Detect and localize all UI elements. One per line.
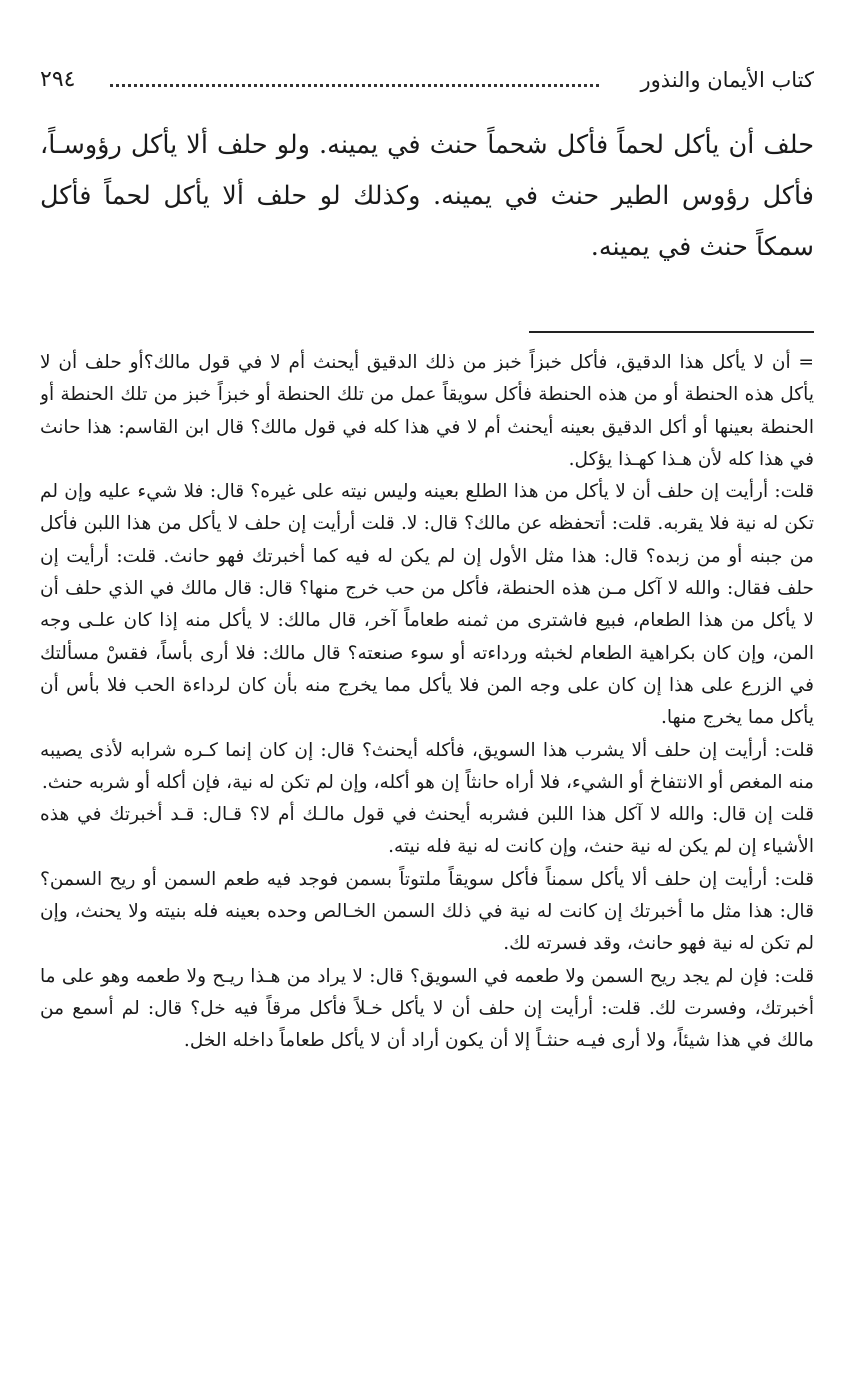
main-text: حلف أن يأكل لحماً فأكل شحماً حنث في يمينه. ولو حلف ألا يأكل رؤوسـاً، فأكل رؤوس الطير حنث في يمينه. وكذلك لو حلف ألا يأكل لحماً فأكل سمكاً حنث في يمينه. (40, 130, 814, 262)
footnote-paragraph: = أن لا يأكل هذا الدقيق، فأكل خبزاً خبز من ذلك الدقيق أيحنث أم لا في قول مالك؟أو حلف أن لا يأكل هذه الحنطة أو من هذه الحنطة فأكل سويقاً عمل من تلك الحنطة أو خبزاً خبز من تلك الحنطة أو الحنطة بعينها أو أكل الدقيق بعينه أيحنث أم لا في هذا كله في قول مالك؟ قال ابن القاسم: هذا حانث في هذا كله لأن هـذا كهـذا يؤكل. (40, 352, 814, 470)
running-head (40, 62, 814, 102)
footnote-paragraph: قلت إن قال: والله لا آكل هذا اللبن فشربه أيحنث في قول مالـك أم لا؟ قـال: قـد أخبرتك في هذه الأشياء إن لم يكن له نية حنث، وإن كانت له نية فله نيته. (40, 804, 814, 858)
footnote-paragraph: قلت: أرأيت إن حلف أن لا يأكل من هذا الطلع بعينه وليس نيته على غيره؟ قال: فلا شيء عليه وإن لم تكن له نية فلا يقربه. قلت: أتحفظه عن مالك؟ قال: لا. قلت أرأيت إن حلف لا يأكل من هذا اللبن فأكل من جبنه أو من زبده؟ قال: هذا مثل الأول إن لم يكن له فيه كما أخبرتك فهو حانث. قلت: أرأيت إن حلف فقال: والله لا آكل مـن هذه الحنطة، فأكل من حب خرج منها؟ قال: قال مالك في الذي حلف أن لا يأكل من هذا الطعام، فبيع فاشترى من ثمنه طعاماً آخر، قال مالك: لا يأكل منه إذا كان علـى وجه المن، وإن كان بكراهية الطعام لخبثه ورداءته أو سوء صنعته؟ قال مالك: فلا أرى بأساً، فقسْ مسألتك في الزرع على هذا إن كان على وجه المن فلا يأكل مما يخرج منه بأن كان لرداءة الحب فلا بأس أن يأكل مما يخرج منها. (40, 481, 814, 729)
footnote-paragraph: قلت: أرأيت إن حلف ألا يأكل سمناً فأكل سويقاً ملتوتاً بسمن فوجد فيه طعم السمن أو ريح السمن؟ قال: هذا مثل ما أخبرتك إن كانت له نية في ذلك السمن الخـالص وحده بعينه فله بنيته ولا يحنث، وإن لم تكن له نية فهو حانث، وقد فسرته لك. (40, 868, 814, 955)
book-title: كتاب الأيمان والنذور (640, 68, 814, 92)
page-number: ٢٩٤ (40, 67, 76, 92)
footnote-paragraph: قلت: فإن لم يجد ريح السمن ولا طعمه في السويق؟ قال: لا يراد من هـذا ريـح ولا طعمه وهو على ما أخبرتك، وفسرت لك. قلت: أرأيت إن حلف أن لا يأكل خـلاً فأكل مرقاً فيه خل؟ قال: لم أسمع من مالك في هذا شيئاً، ولا أرى فيـه حنثـاً إلا أن يكون أراد أن لا يأكل طعاماً داخله الخل. (40, 965, 814, 1052)
footnote-separator (529, 331, 814, 333)
footnotes (40, 347, 814, 1058)
book-page (40, 62, 814, 1362)
dotted-leader (110, 84, 599, 87)
footnote-paragraph: قلت: أرأيت إن حلف ألا يشرب هذا السويق، فأكله أيحنث؟ قال: إن كان إنما كـره شرابه لأذى يصيبه منه المغص أو الانتفاخ أو الشيء، فلا أراه حانثاً إن هو أكله، وإن لم تكن له نية، فإن أكله أو شربه حنث. (40, 739, 814, 793)
